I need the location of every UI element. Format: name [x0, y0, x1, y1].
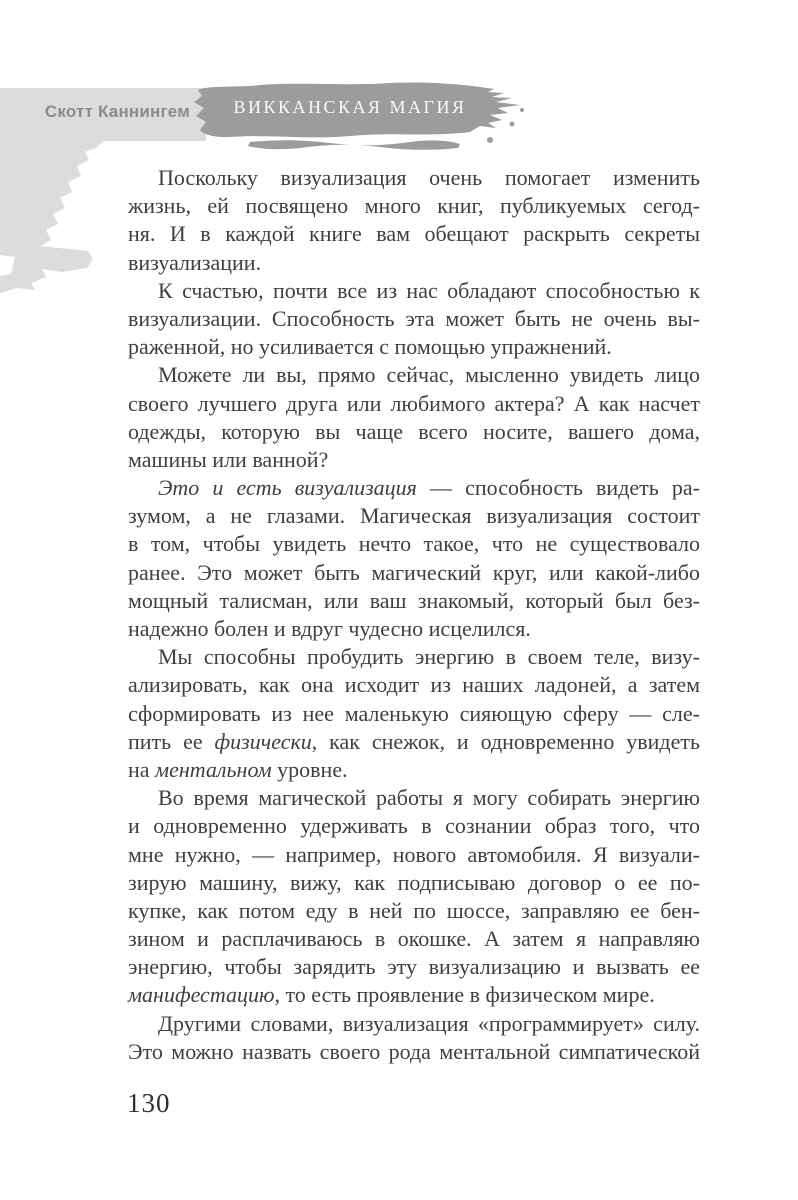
text-line: жизнь, ей посвящено много книг, публикуемых сегод- [128, 193, 700, 219]
torn-paper-decoration [0, 141, 115, 301]
text-line: Можете ли вы, прямо сейчас, мысленно увидеть лицо [158, 362, 700, 388]
text-line: зирую машину, вижу, как подписываю договор о ее по- [128, 869, 700, 895]
text-line: Это и есть визуализация — способность видеть ра- [158, 475, 700, 501]
torn-paper-icon [0, 141, 115, 301]
text-line: визуализации. Способность эта может быть не очень вы- [128, 305, 700, 331]
text-line: ализировать, как она исходит из наших ладоней, а затем [128, 672, 700, 698]
text-line: купке, как потом еду в ней по шоссе, заправляю ее бен- [128, 897, 700, 923]
text-line: Мы способны пробудить энергию в своем теле, визу- [158, 644, 700, 670]
body-text [128, 164, 700, 1066]
text-line: на ментальном уровне. [128, 756, 348, 782]
text-line: К счастью, почти все из нас обладают способностью к [158, 277, 700, 303]
text-line: раженной, но усиливается с помощью упражнений. [128, 334, 612, 360]
brush-stroke-icon [190, 80, 530, 160]
text-line: мощный талисман, или ваш знакомый, который был без- [128, 587, 700, 613]
text-line: Это можно назвать своего рода ментальной симпатической [128, 1038, 700, 1064]
page-number: 130 [127, 1088, 171, 1118]
text-line: Поскольку визуализация очень помогает изменить [158, 165, 700, 190]
brush-stroke-graphic [190, 80, 530, 160]
book-title: ВИККАНСКАЯ МАГИЯ [233, 97, 467, 117]
text-line: зином и расплачиваюсь в окошке. А затем я направляю [128, 926, 700, 952]
author-name: Скотт Каннингем [44, 102, 190, 121]
text-line: ранее. Это может быть магический круг, или какой-либо [128, 559, 700, 585]
text-line: зумом, а не глазами. Магическая визуализация состоит [128, 503, 700, 529]
text-line: пить ее физически, как снежок, и одновременно увидеть [128, 728, 700, 754]
text-line: в том, чтобы увидеть нечто такое, что не существовало [128, 531, 700, 557]
text-line: визуализации. [128, 249, 262, 275]
text-line: энергию, чтобы зарядить эту визуализацию и вызвать ее [128, 954, 700, 980]
text-line: одежды, которую вы чаще всего носите, вашего дома, [128, 418, 700, 444]
text-line: своего лучшего друга или любимого актера? А как насчет [128, 390, 700, 416]
text-line: Во время магической работы я могу собирать энергию [158, 785, 700, 811]
text-line: манифестацию, то есть проявление в физическом мире. [128, 982, 655, 1008]
text-line: сформировать из нее маленькую сияющую сферу — сле- [128, 700, 700, 726]
text-line: ня. И в каждой книге вам обещают раскрыть секреты [128, 221, 700, 247]
text-line: и одновременно удерживать в сознании образ того, что [128, 813, 700, 839]
text-line: надежно болен и вдруг чудесно исцелился. [128, 616, 531, 641]
text-line: Другими словами, визуализация «программирует» силу. [158, 1010, 700, 1036]
text-line: мне нужно, — например, нового автомобиля. Я визуали- [128, 841, 700, 867]
text-line: машины или ванной? [128, 446, 329, 472]
